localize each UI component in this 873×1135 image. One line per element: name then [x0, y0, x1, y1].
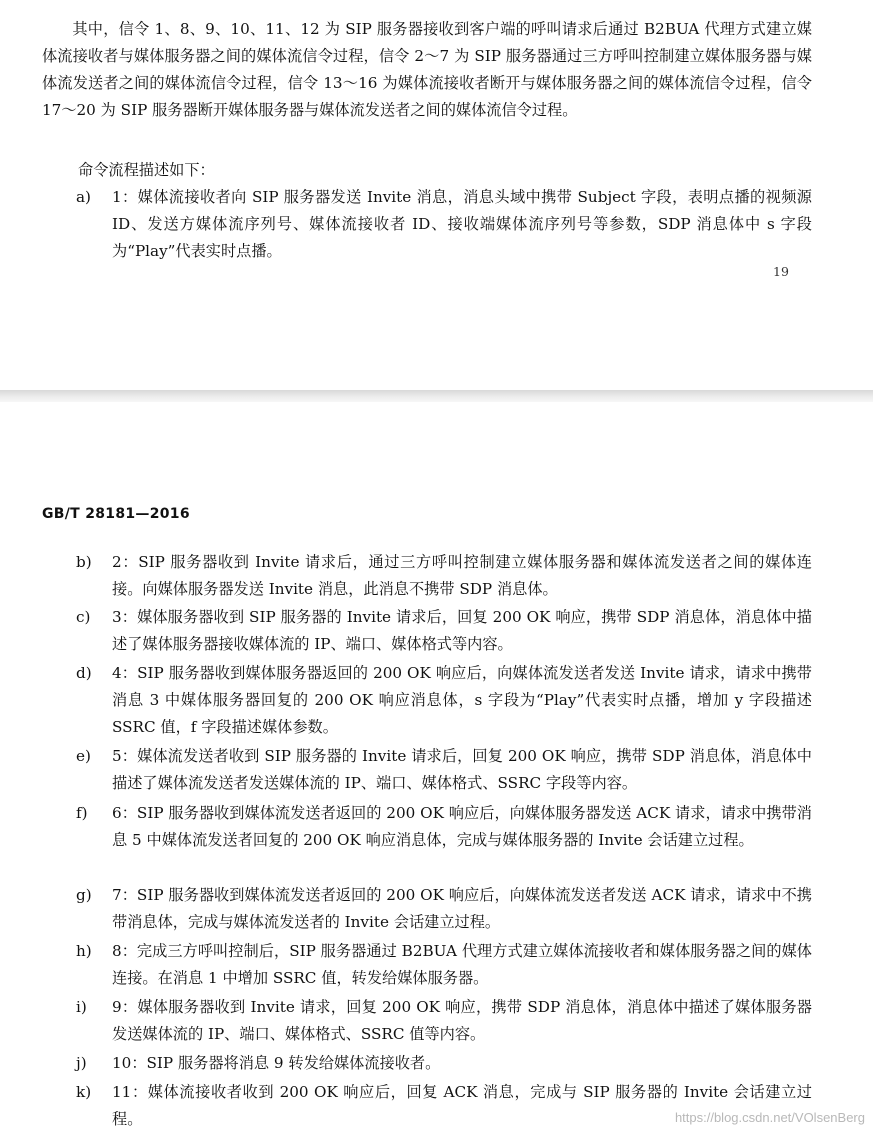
list-item-b — [76, 549, 812, 603]
list-item-text: 3：媒体服务器收到 SIP 服务器的 Invite 请求后，回复 200 OK 响应，携带 SDP 消息体，消息体中描述了媒体服务器接收媒体流的 IP、端口、媒体格式等内容。 — [112, 608, 812, 653]
list-item-g — [76, 882, 812, 936]
list-item-label: f) — [76, 804, 88, 822]
standard-header: GB/T 28181—2016 — [42, 506, 190, 522]
list-item-label: c) — [76, 608, 91, 626]
list-item-text: 10：SIP 服务器将消息 9 转发给媒体流接收者。 — [112, 1054, 441, 1072]
document-page-top — [0, 0, 873, 390]
list-item-text: 11：媒体流接收者收到 200 OK 响应后，回复 ACK 消息，完成与 SIP 服务器的 Invite 会话建立过程。 — [112, 1083, 812, 1128]
list-item-label: j) — [76, 1054, 87, 1072]
list-item-i — [76, 994, 812, 1048]
list-item-text: 9：媒体服务器收到 Invite 请求，回复 200 OK 响应，携带 SDP 消息体，消息体中描述了媒体服务器发送媒体流的 IP、端口、媒体格式、SSRC 值等内容。 — [112, 998, 812, 1043]
list-item-label: b) — [76, 553, 92, 571]
list-item-text: 2：SIP 服务器收到 Invite 请求后，通过三方呼叫控制建立媒体服务器和媒体流发送者之间的媒体连接。向媒体服务器发送 Invite 消息，此消息不携带 SDP 消息体。 — [112, 553, 812, 598]
page-separator — [0, 390, 873, 402]
list-item-text: 7：SIP 服务器收到媒体流发送者返回的 200 OK 响应后，向媒体流发送者发送 ACK 请求，请求中不携带消息体，完成与媒体流发送者的 Invite 会话建立过程。 — [112, 886, 812, 931]
flow-heading: 命令流程描述如下： — [78, 161, 215, 179]
list-item-h — [76, 938, 812, 992]
list-item-label: a) — [76, 188, 91, 206]
list-item-label: i) — [76, 998, 87, 1016]
list-item-text: 4：SIP 服务器收到媒体服务器返回的 200 OK 响应后，向媒体流发送者发送 Invite 请求，请求中携带消息 3 中媒体服务器回复的 200 OK 响应消息体，s 字段为“Play”代表实时点播，增加 y 字段描述 SSRC 值，f 字段描述媒体参数。 — [112, 664, 812, 736]
list-item-e — [76, 743, 812, 797]
list-item-label: h) — [76, 942, 92, 960]
list-item-label: d) — [76, 664, 92, 682]
list-item-text: 1：媒体流接收者向 SIP 服务器发送 Invite 消息，消息头域中携带 Subject 字段，表明点播的视频源 ID、发送方媒体流序列号、媒体流接收者 ID、接收端媒体流序列号等参数，SDP 消息体中 s 字段为“Play”代表实时点播。 — [112, 188, 812, 260]
list-item-label: k) — [76, 1083, 92, 1101]
list-item-text: 5：媒体流发送者收到 SIP 服务器的 Invite 请求后，回复 200 OK 响应，携带 SDP 消息体，消息体中描述了媒体流发送者发送媒体流的 IP、端口、媒体格式、SSRC 字段等内容。 — [112, 747, 812, 792]
list-item-d — [76, 660, 812, 741]
list-item-f — [76, 800, 812, 854]
list-item-label: e) — [76, 747, 91, 765]
watermark-url: https://blog.csdn.net/VOlsenBerg — [674, 1110, 865, 1125]
list-item-text: 8：完成三方呼叫控制后，SIP 服务器通过 B2BUA 代理方式建立媒体流接收者和媒体服务器之间的媒体连接。在消息 1 中增加 SSRC 值，转发给媒体服务器。 — [112, 942, 812, 987]
intro-paragraph: 其中，信令 1、8、9、10、11、12 为 SIP 服务器接收到客户端的呼叫请求后通过 B2BUA 代理方式建立媒体流接收者与媒体服务器之间的媒体流信令过程，信令 2～7 为 SIP 服务器通过三方呼叫控制建立媒体服务器与媒体流发送者之间的媒体流信令过程，信令 13～16 为媒体流接收者断开与媒体服务器之间的媒体流信令过程，信令 17～20 为 SIP 服务器断开媒体服务器与媒体流发送者之间的媒体流信令过程。 — [42, 20, 812, 119]
list-item-text: 6：SIP 服务器收到媒体流发送者返回的 200 OK 响应后，向媒体服务器发送 ACK 请求，请求中携带消息 5 中媒体流发送者回复的 200 OK 响应消息体，完成与媒体服务器的 Invite 会话建立过程。 — [112, 804, 812, 849]
list-item-a — [76, 184, 812, 265]
list-item-c — [76, 604, 812, 658]
list-item-j — [76, 1050, 812, 1077]
list-item-label: g) — [76, 886, 92, 904]
page-number: 19 — [773, 264, 789, 279]
